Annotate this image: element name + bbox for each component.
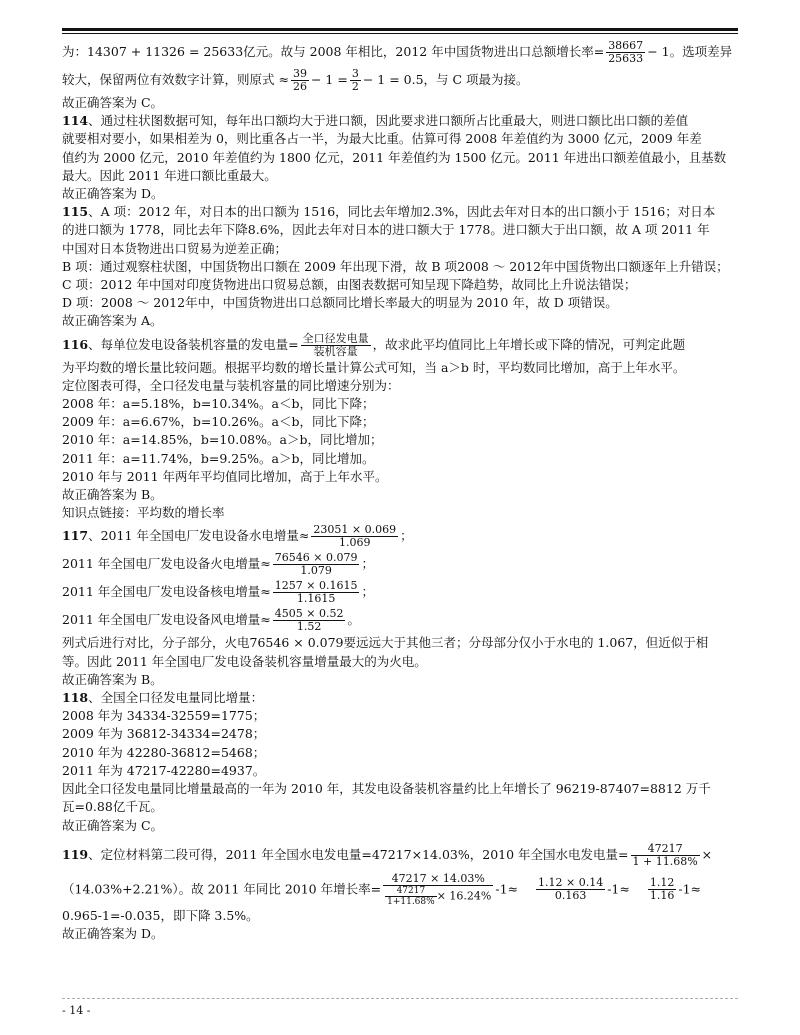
question-number: 115 — [62, 204, 89, 220]
q118-line-1: 118、全国全口径发电量同比增量： — [62, 690, 264, 706]
q115-answer: 故正确答案为 A。 — [62, 313, 163, 329]
question-number: 118 — [62, 690, 89, 706]
q117-answer: 故正确答案为 B。 — [62, 671, 163, 687]
q117-line-6: 等。因此 2011 年全国电厂发电设备装机容量增量最大的为火电。 — [62, 653, 427, 669]
q116-line-3: 定位图表可得，全口径发电量与装机容量的同比增速分别为： — [62, 377, 400, 393]
q117-line-3: 2011 年全国电厂发电设备核电增量≈ $\frac{1257 \times 0.1615}{1.1615}$ ； — [62, 579, 374, 606]
q116-year-2010: 2010 年：a=14.85%，b=10.08%。a＞b，同比增加； — [62, 432, 383, 448]
fraction: $\frac{1.12}{1.16}$ — [649, 876, 675, 903]
q118-year-2008: 2008 年为 34334-32559=1775； — [62, 708, 266, 724]
q114-line-1: 114、通过柱状图数据可知，每年出口额均大于进口额，因此要求进口额所占比重最大，则进口额比出口额的差值 — [62, 113, 689, 129]
q119-line-1: 119、定位材料第二段可得，2011 年全国水电发电量=47217×14.03%，2010 年全国水电发电量= $\frac{47217}{1 + 11.68\%}$ × — [62, 841, 713, 868]
q114-line-3: 值约为 2000 亿元，2010 年差值约为 1800 亿元，2011 年差值约为 1500 亿元。2011 年进出口额差值最小，且基数 — [62, 149, 727, 165]
q118-year-2010: 2010 年为 42280-36812=5468； — [62, 744, 266, 760]
fraction: $\frac{1257 \times 0.1615}{1.1615}$ — [274, 579, 358, 606]
q116-line-2: 为平均数的增长量比较问题。根据平均数的增长量计算公式可知，当 a＞b 时，平均数同比增加，高于上年水平。 — [62, 359, 686, 375]
q119-line-2: （14.03%+2.21%）。故 2011 年同比 2010 年增长率= 47217 × 14.03% $\frac{47217}{1+11.68\%}$ × 16.24% -1≈ $\frac{1.12 \times 0.14}{0.163}$ -1≈ $\frac{1.12}{1.16}$ -1≈ — [62, 871, 702, 907]
footer-rule — [62, 998, 738, 999]
header-rule-thick — [62, 28, 738, 31]
q113-line-2: 较大，保留两位有效数字计算，则原式 ≈ $\frac{39}{26}$ − 1 = $\frac{3}{2}$ − 1 = 0.5，与 C 项最为接。 — [62, 67, 529, 93]
q116-year-2008: 2008 年：a=5.18%，b=10.34%。a＜b，同比下降； — [62, 396, 375, 412]
q115-line-3: 中国对日本货物进出口贸易为逆差正确； — [62, 240, 288, 256]
fraction: $\frac{23051 \times 0.069}{1.069}$ — [313, 523, 397, 550]
q115-line-4: B 项：通过观察柱状图，中国货物出口额在 2009 年出现下滑，故 B 项2008 ～ 2012年中国货物出口额逐年上升错误； — [62, 258, 729, 274]
q118-year-2011: 2011 年为 47217-42280=4937。 — [62, 762, 266, 778]
fraction: $\frac{1.12 \times 0.14}{0.163}$ — [538, 876, 604, 903]
q117-line-2: 2011 年全国电厂发电设备火电增量≈ $\frac{76546 \times 0.079}{1.079}$ ； — [62, 551, 374, 578]
q113-answer: 故正确答案为 C。 — [62, 95, 164, 110]
q118-year-2009: 2009 年为 36812-34334=2478； — [62, 726, 266, 742]
fraction: 47217 × 14.03% $\frac{47217}{1+11.68\%}$ × 16.24% — [383, 873, 493, 907]
q119-line-3: 0.965-1=-0.035，即下降 3.5%。 — [62, 907, 259, 923]
fraction: $\frac{4505 \times 0.52}{1.52}$ — [274, 607, 344, 634]
q118-line-2: 因此全口径发电量同比增量最高的一年为 2010 年，其发电设备装机容量约比上年增长了 96219-87407=8812 万千 — [62, 781, 711, 797]
header-rule-thin — [62, 33, 738, 34]
q114-line-4: 最大。因此 2011 年进口额比重最大。 — [62, 167, 277, 183]
q119-answer: 故正确答案为 D。 — [62, 925, 164, 941]
page-content — [62, 38, 742, 943]
q116-conclusion: 2010 年与 2011 年两年平均值同比增加，高于上年水平。 — [62, 468, 388, 484]
question-number: 116 — [62, 336, 89, 352]
q118-line-3: 瓦=0.88亿千瓦。 — [62, 799, 163, 815]
fraction: $\frac{38667}{25633}$ — [608, 39, 644, 65]
fraction: $\frac{3}{2}$ — [351, 67, 359, 93]
fraction: $\frac{76546 \times 0.079}{1.079}$ — [274, 551, 358, 578]
q117-line-5: 列式后进行对比，分子部分，火电76546 × 0.079要远远大于其他三者；分母部分仅小于水电的 1.067，但近似于相 — [62, 635, 709, 651]
sum-expression: 14307 + 11326 = 25633亿元 — [87, 44, 269, 59]
q117-line-1: 117、2011 年全国电厂发电设备水电增量≈ $\frac{23051 \times 0.069}{1.069}$ ； — [62, 523, 413, 550]
q117-line-4: 2011 年全国电厂发电设备风电增量≈ $\frac{4505 \times 0.52}{1.52}$ 。 — [62, 607, 360, 634]
q116-year-2009: 2009 年：a=6.67%，b=10.26%。a＜b，同比下降； — [62, 414, 375, 430]
q115-line-2: 的进口额为 1778，同比去年下降8.6%，因此去年对日本的进口额大于 1778。进口额大于出口额，故 A 项 2011 年 — [62, 222, 710, 238]
q115-line-1: 115、A 项：2012 年，对日本的出口额为 1516，同比去年增加2.3%，因此去年对日本的出口额小于 1516；对日本 — [62, 204, 716, 220]
q118-answer: 故正确答案为 C。 — [62, 817, 164, 833]
question-number: 117 — [62, 528, 89, 544]
fraction: $\frac{\text{全口径发电量}}{\text{装机容量}}$ — [302, 331, 369, 358]
q116-knowledge-link: 知识点链接：平均数的增长率 — [62, 505, 225, 521]
q113-line-1: 为：14307 + 11326 = 25633亿元。故与 2008 年相比，2012 年中国货物进出口总额增长率= $\frac{38667}{25633}$ − 1。选项差异 — [62, 39, 733, 65]
q114-answer: 故正确答案为 D。 — [62, 186, 164, 202]
question-number: 119 — [62, 846, 89, 862]
fraction: $\frac{39}{26}$ — [292, 67, 307, 93]
q115-line-5: C 项：2012 年中国对印度货物进出口贸易总额，由图表数据可知呈现下降趋势，故同比上升说法错误； — [62, 277, 637, 293]
question-number: 114 — [62, 113, 89, 129]
page-number: - 14 - — [62, 1004, 91, 1017]
q114-line-2: 就要相对要小，如果相差为 0，则比重各占一半，为最大比重。估算可得 2008 年差值约为 3000 亿元，2009 年差 — [62, 131, 702, 147]
q116-answer: 故正确答案为 B。 — [62, 487, 163, 503]
q116-year-2011: 2011 年：a=11.74%，b=9.25%。a＞b，同比增加。 — [62, 450, 375, 466]
q116-line-1: 116、每单位发电设备装机容量的发电量= $\frac{\text{全口径发电量}}{\text{装机容量}}$ ，故求此平均值同比上年增长或下降的情况，可判定此题 — [62, 331, 686, 358]
fraction: $\frac{47217}{1 + 11.68\%}$ — [632, 841, 698, 868]
q115-line-6: D 项：2008 ～ 2012年中，中国货物进出口总额同比增长率最大的明显为 2010 年，故 D 项错误。 — [62, 295, 618, 311]
